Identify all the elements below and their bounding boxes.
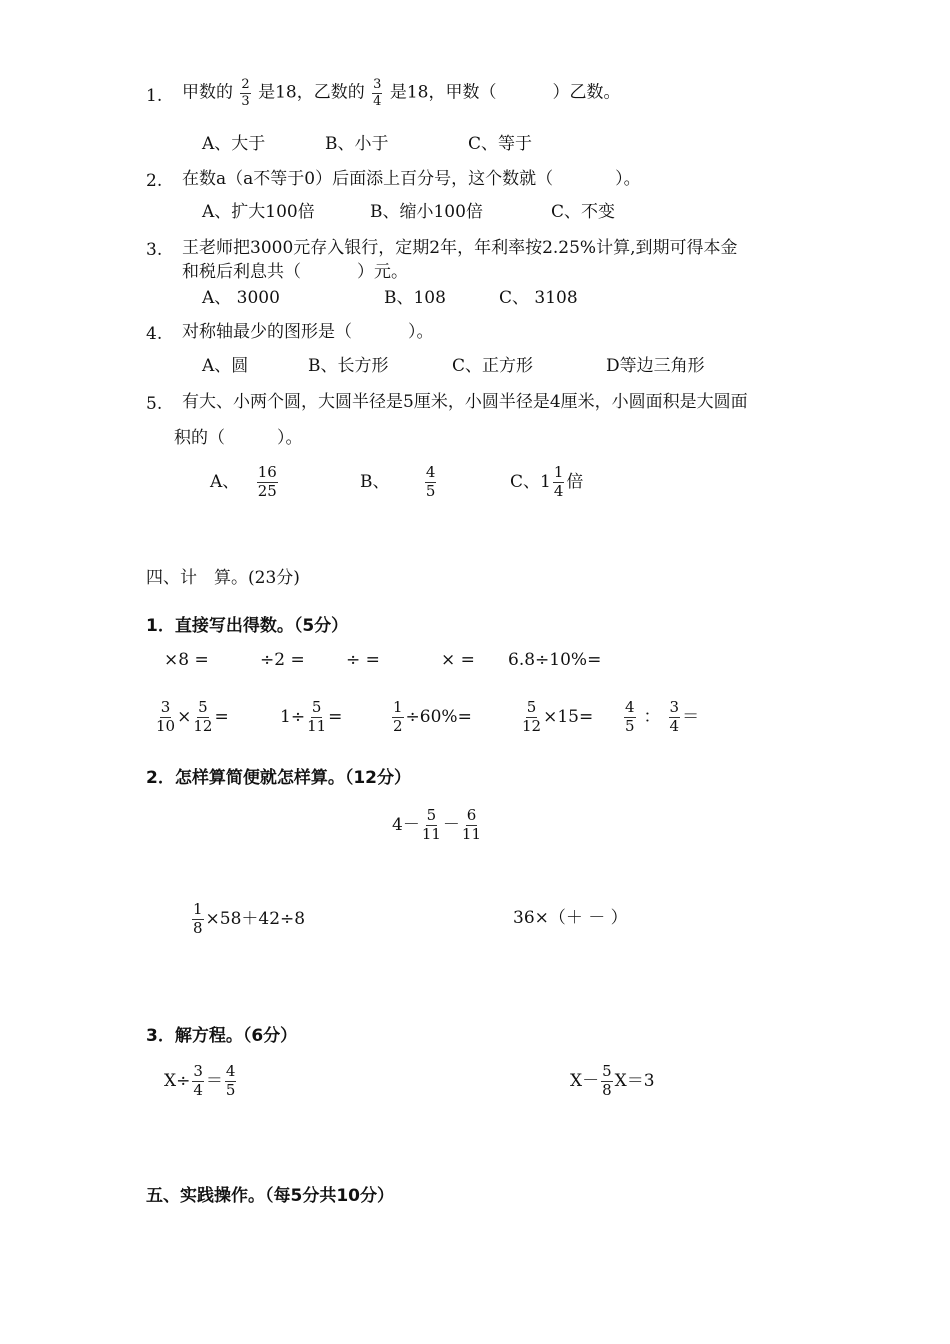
oral-calc-2: ÷2 = [260,650,305,670]
q1-fraction-1: $\frac{2}{3}$ [241,77,250,109]
q3-option-c: C、 3108 [499,288,578,308]
q4-text: 对称轴最少的图形是（ [182,322,352,342]
section-5-title: 五、实践操作。（每5分共10分） [146,1186,394,1206]
q1-option-a: A、大于 [202,134,266,154]
q1-text-a: 甲数的 [182,82,233,103]
q4-tail: ）。 [408,322,434,342]
simplify-calc-2-fraction: $\frac{1}{8}$ [193,900,203,937]
equation-2-fraction: $\frac{5}{8}$ [602,1062,612,1099]
q5-option-c-tail: 倍 [566,471,584,492]
oral-calc-9 [520,700,593,735]
q3-option-a: A、 3000 [202,288,280,308]
q5-option-a-fraction: $\frac{16}{25}$ [257,463,277,500]
oral-calc-6-op: × [177,706,192,727]
oral-calc-8-fraction: $\frac{1}{2}$ [393,698,403,735]
q3-line-1: 王老师把3000元存入银行，定期2年，年利率按2.25%计算,到期可得本金 [182,238,738,258]
q4-option-a: A、圆 [202,356,249,376]
oral-calc-10-fraction-2: $\frac{3}{4}$ [669,698,680,735]
q5-option-b [360,465,438,500]
oral-calc-6 [154,700,229,735]
oral-calc-6-eq: = [214,706,229,727]
q1-text-d: ）乙数。 [552,82,621,103]
oral-calc-8-rest: ÷60%= [405,706,472,727]
q4-option-d: D等边三角形 [606,356,705,376]
q5-option-b-fraction: $\frac{4}{5}$ [425,463,436,500]
equation-2-pre: X－ [570,1070,600,1091]
oral-calc-5: 6.8÷10%= [508,650,602,670]
simplify-calc-1-fraction-1: $\frac{5}{11}$ [421,806,441,843]
q2-option-c: C、不变 [551,202,616,222]
oral-calc-10-fraction-1: $\frac{4}{5}$ [625,698,635,735]
q2-tail: ）。 [615,169,641,189]
oral-calc-1: ×8 = [164,650,209,670]
q5-text: 积的（ [174,428,225,448]
q1-number: 1. [146,86,163,106]
q2-option-b: B、缩小100倍 [370,202,483,222]
oral-calc-3: ÷ = [346,650,380,670]
simplify-calc-2 [190,902,305,937]
q5-option-b-label: B、 [360,471,390,492]
q4-option-b: B、长方形 [308,356,389,376]
section-4-title: 四、计 算。(23分) [146,568,300,588]
q3-line-2 [182,264,408,281]
q1-text-c: 是18，甲数（ [389,82,497,103]
q2-option-a: A、扩大100倍 [202,202,315,222]
q4-number: 4. [146,324,163,344]
section-4-sub-3: 3．解方程。（6分） [146,1026,298,1046]
oral-calc-9-rest: ×15= [543,706,594,727]
equation-2-rest: X＝3 [614,1070,655,1091]
oral-calc-7-pre: 1÷ [280,706,306,727]
q4-option-c: C、正方形 [452,356,534,376]
simplify-calc-3: 36×（＋ － ） [513,908,628,928]
equation-1-fraction-1: $\frac{3}{4}$ [193,1062,203,1099]
equation-1-fraction-2: $\frac{4}{5}$ [225,1062,236,1099]
q1-fraction-2: $\frac{3}{4}$ [373,77,382,109]
q3-number: 3. [146,240,163,260]
equation-1 [164,1064,238,1099]
q5-number: 5. [146,394,163,414]
simplify-calc-1-fraction-2: $\frac{6}{11}$ [461,806,482,843]
oral-calc-6-fraction-2: $\frac{5}{12}$ [193,698,213,735]
section-4-sub-1: 1．直接写出得数。（5分） [146,616,349,636]
oral-calc-7 [280,700,342,735]
q1-text-b: 是18，乙数的 [258,82,365,103]
simplify-calc-1-pre: 4－ [392,814,420,835]
q5-option-a [210,465,280,500]
oral-calc-9-fraction: $\frac{5}{12}$ [522,698,542,735]
equation-1-op: ＝ [205,1070,223,1091]
q1-option-b: B、小于 [325,134,389,154]
q2-number: 2. [146,171,163,191]
q1-stem [182,78,620,108]
section-4-sub-2: 2．怎样算简便就怎样算。（12分） [146,768,411,788]
oral-calc-10-eq: ＝ [682,706,700,727]
q5-option-c [510,465,583,500]
q5-option-c-fraction: $\frac{1}{4}$ [553,463,564,500]
q2-text: 在数a（a不等于0）后面添上百分号，这个数就（ [182,169,554,189]
oral-calc-4: × = [441,650,475,670]
simplify-calc-2-rest: ×58＋42÷8 [205,908,306,929]
q4-stem [182,324,434,341]
equation-2 [570,1064,655,1099]
simplify-calc-1 [392,808,483,843]
oral-calc-10-op: ： [643,706,661,727]
q5-option-c-label: C、1 [510,471,551,492]
oral-calc-7-eq: = [328,706,343,727]
q5-option-a-label: A、 [210,471,240,492]
q5-line-2 [174,430,303,447]
simplify-calc-1-op: － [442,814,460,835]
oral-calc-8 [390,700,472,735]
equation-1-pre: X÷ [164,1070,191,1091]
q1-option-c: C、等于 [468,134,533,154]
q5-line-1: 有大、小两个圆，大圆半径是5厘米，小圆半径是4厘米，小圆面积是大圆面 [182,392,748,412]
oral-calc-10 [622,700,699,735]
q5-tail: ）。 [277,428,303,448]
q3-option-b: B、108 [384,288,446,308]
oral-calc-7-fraction: $\frac{5}{11}$ [307,698,327,735]
q3-tail: ）元。 [357,262,408,282]
oral-calc-6-fraction-1: $\frac{3}{10}$ [156,698,176,735]
q2-stem [182,171,641,188]
q3-text: 和税后利息共（ [182,262,301,282]
